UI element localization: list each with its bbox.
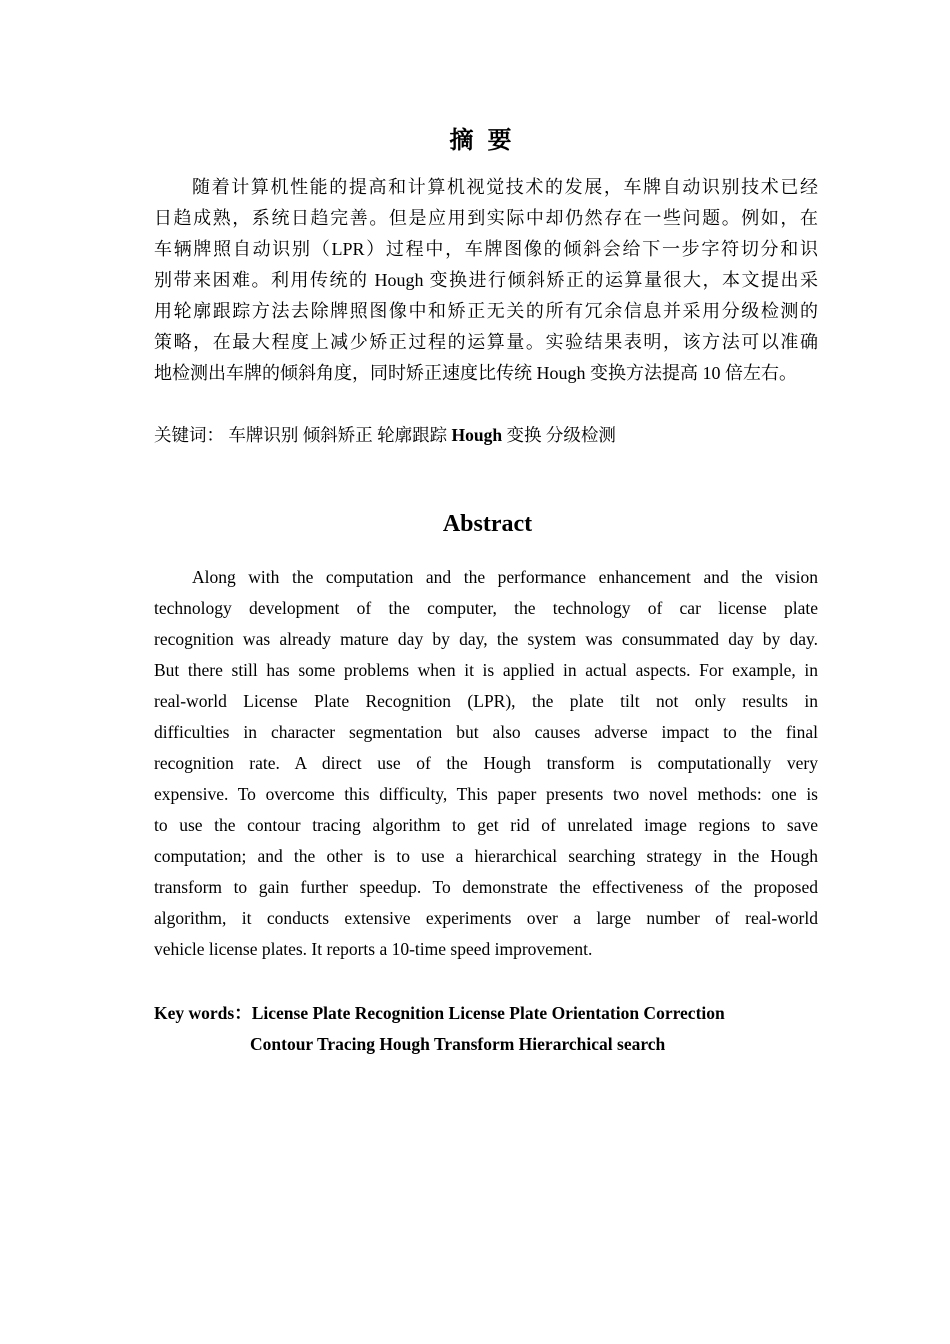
paragraph-line: 随着计算机性能的提高和计算机视觉技术的发展，车牌自动识别技术已经 [192, 177, 818, 197]
chinese-keywords [154, 422, 616, 447]
paragraph-line: 策略，在最大程度上减少矫正过程的运算量。实验结果表明，该方法可以准确 [154, 332, 818, 352]
keywords-part-b: 变换 分级检测 [506, 425, 616, 445]
paragraph-line: expensive. To overcome this difficulty, This paper presents two novel methods: one is [154, 784, 818, 804]
chinese-abstract-title: 摘要 [449, 128, 526, 154]
keywords-label: 关键词： [154, 425, 224, 445]
paragraph-line: recognition was already mature day by day, the system was consummated day by day. [154, 629, 818, 649]
paragraph-line: But there still has some problems when it is applied in actual aspects. For example, in [154, 660, 818, 680]
paragraph-line: transform to gain further speedup. To demonstrate the effectiveness of the proposed [154, 877, 818, 897]
paragraph-line: 车辆牌照自动识别（LPR）过程中，车牌图像的倾斜会给下一步字符切分和识 [154, 239, 818, 259]
paragraph-line: 日趋成熟，系统日趋完善。但是应用到实际中却仍然存在一些问题。例如，在 [154, 208, 818, 228]
paragraph-line: Along with the computation and the performance enhancement and the vision [192, 567, 818, 587]
english-abstract-title: Abstract [442, 511, 533, 537]
keywords-hough: Hough [451, 425, 503, 445]
english-keywords [154, 998, 725, 1060]
paragraph-line: algorithm, it conducts extensive experiments over a large number of real-world [154, 908, 818, 928]
paragraph-line: vehicle license plates. It reports a 10-time speed improvement. [154, 939, 593, 959]
paragraph-line: recognition rate. A direct use of the Hough transform is computationally very [154, 753, 818, 773]
keywords-line-1: Key words：License Plate Recognition License Plate Orientation Correction [154, 1003, 725, 1023]
paragraph-line: 用轮廓跟踪方法去除牌照图像中和矫正无关的所有冗余信息并采用分级检测的 [154, 301, 818, 321]
chinese-abstract-body [154, 172, 818, 389]
paragraph-line: 地检测出车牌的倾斜角度，同时矫正速度比传统 Hough 变换方法提高 10 倍左右。 [154, 363, 797, 383]
keywords-line-2: Contour Tracing Hough Transform Hierarchical search [250, 1034, 666, 1054]
paragraph-line: technology development of the computer, the technology of car license plate [154, 598, 818, 618]
paragraph-line: computation; and the other is to use a hierarchical searching strategy in the Hough [154, 846, 818, 866]
paragraph-line: to use the contour tracing algorithm to get rid of unrelated image regions to save [154, 815, 818, 835]
paragraph-line: 别带来困难。利用传统的 Hough 变换进行倾斜矫正的运算量很大，本文提出采 [154, 270, 818, 290]
paragraph-line: difficulties in character segmentation but also causes adverse impact to the final [154, 722, 818, 742]
english-abstract-body [154, 562, 818, 965]
paragraph-line: real-world License Plate Recognition (LPR), the plate tilt not only results in [154, 691, 818, 711]
keywords-part-a: 车牌识别 倾斜矫正 轮廓跟踪 [228, 425, 448, 445]
